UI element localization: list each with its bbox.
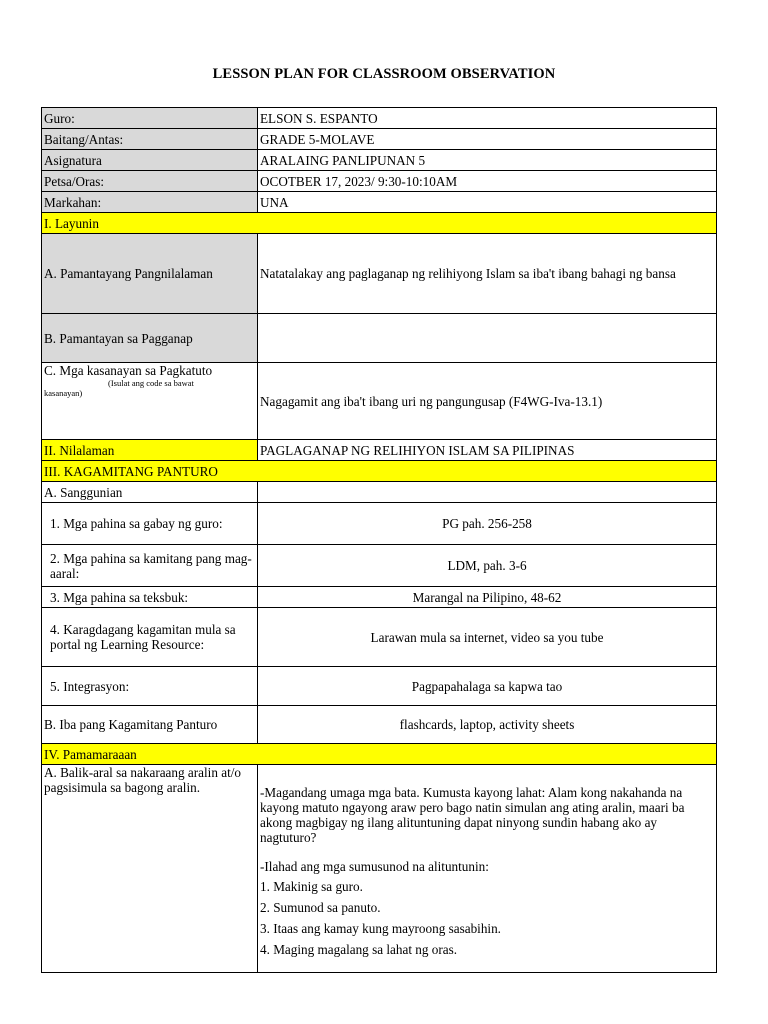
row-note: kasanayan): [44, 388, 83, 398]
row-value: PAGLAGANAP NG RELIHIYON ISLAM SA PILIPINAS: [258, 440, 717, 461]
row-value: LDM, pah. 3-6: [258, 545, 717, 587]
lesson-plan-table: [41, 107, 717, 973]
info-row-guro: [42, 108, 717, 129]
section-heading-pamamaraan: [42, 744, 717, 765]
info-label: Guro:: [42, 108, 258, 129]
section-heading: II. Nilalaman: [42, 440, 258, 461]
document-title: LESSON PLAN FOR CLASSROOM OBSERVATION: [212, 66, 556, 82]
info-value: ELSON S. ESPANTO: [258, 108, 717, 129]
row-value: PG pah. 256-258: [258, 503, 717, 545]
row-value: Nagagamit ang iba't ibang uri ng pangungusap (F4WG-Iva-13.1): [258, 363, 717, 440]
row-pamantayang-pangnilalaman: [42, 234, 717, 314]
rule-item: 2. Sumunod sa panuto.: [260, 900, 381, 915]
section-heading: I. Layunin: [42, 213, 717, 234]
section-heading-kagamitan: [42, 461, 717, 482]
row-label: A. Sanggunian: [42, 482, 258, 503]
row-pamantayan-pagganap: [42, 314, 717, 363]
info-row-markahan: [42, 192, 717, 213]
row-label: 4. Karagdagang kagamitan mula sa portal ng Learning Resource:: [42, 608, 258, 667]
info-row-petsa: [42, 171, 717, 192]
info-value: GRADE 5-MOLAVE: [258, 129, 717, 150]
info-label: Asignatura: [42, 150, 258, 171]
info-row-asignatura: [42, 150, 717, 171]
row-label: 1. Mga pahina sa gabay ng guro:: [42, 503, 258, 545]
row-value: flashcards, laptop, activity sheets: [258, 706, 717, 744]
row-label: 2. Mga pahina sa kamitang pang mag-aaral:: [42, 545, 258, 587]
row-label: A. Balik-aral sa nakaraang aralin at/o pagsisimula sa bagong aralin.: [42, 765, 258, 973]
section-heading-nilalaman: [42, 440, 717, 461]
info-value: UNA: [258, 192, 717, 213]
section-heading-layunin: [42, 213, 717, 234]
row-label-cell: [42, 363, 258, 440]
info-value: ARALAING PANLIPUNAN 5: [258, 150, 717, 171]
row-value: Marangal na Pilipino, 48-62: [258, 587, 717, 608]
row-label: C. Mga kasanayan sa Pagkatuto: [44, 363, 213, 378]
row-value: [258, 314, 717, 363]
info-value: OCOTBER 17, 2023/ 9:30-10:10AM: [258, 171, 717, 192]
row-label: 5. Integrasyon:: [42, 667, 258, 706]
row-note: (Isulat ang code sa bawat: [108, 378, 194, 388]
info-label: Petsa/Oras:: [42, 171, 258, 192]
row-teksbuk: [42, 587, 717, 608]
row-iba-pang-kagamitan: [42, 706, 717, 744]
row-kasanayan: [42, 363, 717, 440]
rule-item: 4. Maging magalang sa lahat ng oras.: [260, 942, 458, 957]
rule-item: 1. Makinig sa guro.: [260, 879, 363, 894]
section-heading: III. KAGAMITANG PANTURO: [42, 461, 717, 482]
info-row-baitang: [42, 129, 717, 150]
procedure-cell: [258, 765, 717, 973]
row-label: B. Iba pang Kagamitang Panturo: [42, 706, 258, 744]
row-label: A. Pamantayang Pangnilalaman: [42, 234, 258, 314]
procedure-intro: -Magandang umaga mga bata. Kumusta kayong lahat: Alam kong nakahanda na kayong matuto ngayong araw pero bago natin simulan ang ating aralin, maari ba akong magbigay ng ilang alituntuning dapat ninyong sundin habang ako ay nagtuturo?: [260, 785, 685, 845]
row-value: Natatalakay ang paglaganap ng relihiyong Islam sa iba't ibang bahagi ng bansa: [258, 234, 717, 314]
row-label: 3. Mga pahina sa teksbuk:: [42, 587, 258, 608]
row-label: B. Pamantayan sa Pagganap: [42, 314, 258, 363]
row-value: [258, 482, 717, 503]
row-balik-aral: [42, 765, 717, 973]
row-learning-resource: [42, 608, 717, 667]
row-sanggunian: [42, 482, 717, 503]
row-value: Pagpapahalaga sa kapwa tao: [258, 667, 717, 706]
info-label: Baitang/Antas:: [42, 129, 258, 150]
row-gabay-guro: [42, 503, 717, 545]
row-integrasyon: [42, 667, 717, 706]
row-kagamitang-mag-aaral: [42, 545, 717, 587]
spacer: [260, 845, 714, 859]
info-label: Markahan:: [42, 192, 258, 213]
row-value: Larawan mula sa internet, video sa you tube: [258, 608, 717, 667]
rules-intro: -Ilahad ang mga sumusunod na alituntunin:: [260, 859, 489, 874]
rule-item: 3. Itaas ang kamay kung mayroong sasabihin.: [260, 921, 501, 936]
section-heading: IV. Pamamaraaan: [42, 744, 717, 765]
